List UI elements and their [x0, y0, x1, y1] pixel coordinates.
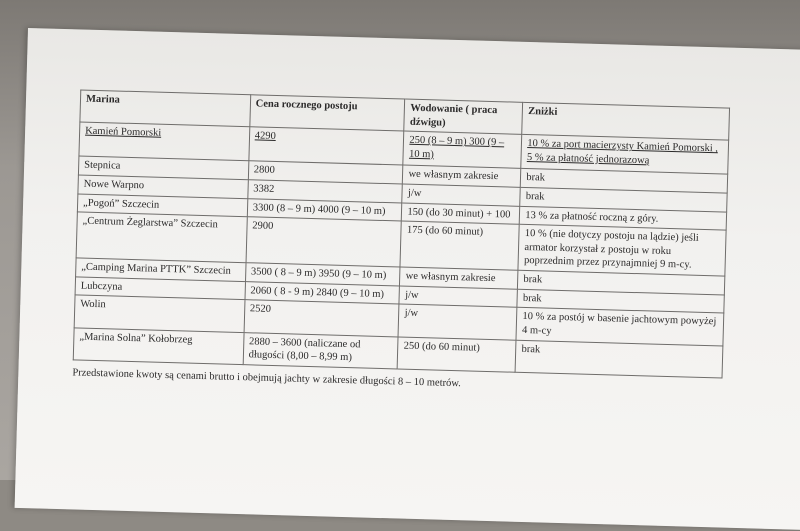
cell-discount: 10 % za postój w basenie jachtowym powyżej 4 m-cy [516, 308, 723, 346]
cell-launching: 250 (do 60 minut) [398, 337, 517, 373]
cell-discount: 10 % (nie dotyczy postoju na lądzie) jeśli armator korzystał z postoju w roku poprzednim przez przynajmniej 9 m-cy. [518, 225, 726, 277]
cell-discount: brak [515, 340, 722, 378]
header-launching: Wodowanie ( praca dźwigu) [404, 99, 523, 135]
cell-price: 2880 – 3600 (naliczane od długości (8,00 – 8,99 m) [243, 332, 399, 369]
cell-discount: 13 % za płatność roczną z góry. [520, 206, 727, 230]
cell-price: 4290 [249, 127, 405, 165]
header-annual-price: Cena rocznego postoju [250, 95, 406, 132]
cell-marina: Wolin [74, 295, 245, 332]
cell-price: 3300 (8 – 9 m) 4000 (9 – 10 m) [247, 198, 402, 221]
cell-launching: we własnym zakresie [400, 267, 518, 289]
price-note: Przedstawione kwoty są cenami brutto i obejmują jachty w zakresie długości 8 – 10 metrów. [72, 367, 461, 390]
cell-price: 2900 [246, 217, 402, 267]
cell-price: 3500 ( 8 – 9 m) 3950 (9 – 10 m) [245, 263, 400, 286]
header-marina: Marina [80, 90, 251, 127]
cell-discount: 10 % za port macierzysty Kamień Pomorski , 5 % za płatność jednorazową [521, 135, 729, 175]
cell-marina: „Pogoń” Szczecin [77, 194, 247, 217]
cell-discount: brak [520, 187, 727, 211]
cell-discount: brak [521, 169, 728, 193]
cell-discount: brak [518, 270, 725, 294]
cell-price: 2060 ( 8 - 9 m) 2840 (9 – 10 m) [245, 281, 400, 304]
paper-sheet [15, 28, 800, 531]
cell-marina: Nowe Warpno [78, 175, 248, 198]
header-discounts: Zniżki [522, 102, 729, 140]
cell-price: 2520 [244, 300, 400, 337]
cell-marina: „Centrum Żeglarstwa” Szczecin [76, 212, 247, 263]
cell-marina: „Camping Marina PTTK” Szczecin [76, 258, 246, 281]
cell-launching: j/w [398, 304, 517, 340]
cell-discount: brak [517, 289, 724, 313]
cell-launching: 150 (do 30 minut) + 100 [402, 203, 520, 225]
cell-launching: j/w [399, 286, 517, 308]
marina-price-table [73, 89, 730, 378]
cell-launching: 175 (do 60 minut) [400, 221, 519, 270]
cell-marina: Stepnica [78, 156, 248, 179]
cell-marina: Lubczyna [75, 277, 245, 300]
cell-launching: j/w [402, 184, 520, 206]
cell-launching: we własnym zakresie [403, 165, 521, 187]
cell-price: 2800 [248, 161, 403, 184]
cell-launching: 250 (8 – 9 m) 300 (9 – 10 m) [403, 131, 522, 168]
cell-price: 3382 [248, 180, 403, 203]
cell-marina: „Marina Solna” Kołobrzeg [73, 328, 244, 365]
cell-marina: Kamień Pomorski [79, 122, 250, 161]
